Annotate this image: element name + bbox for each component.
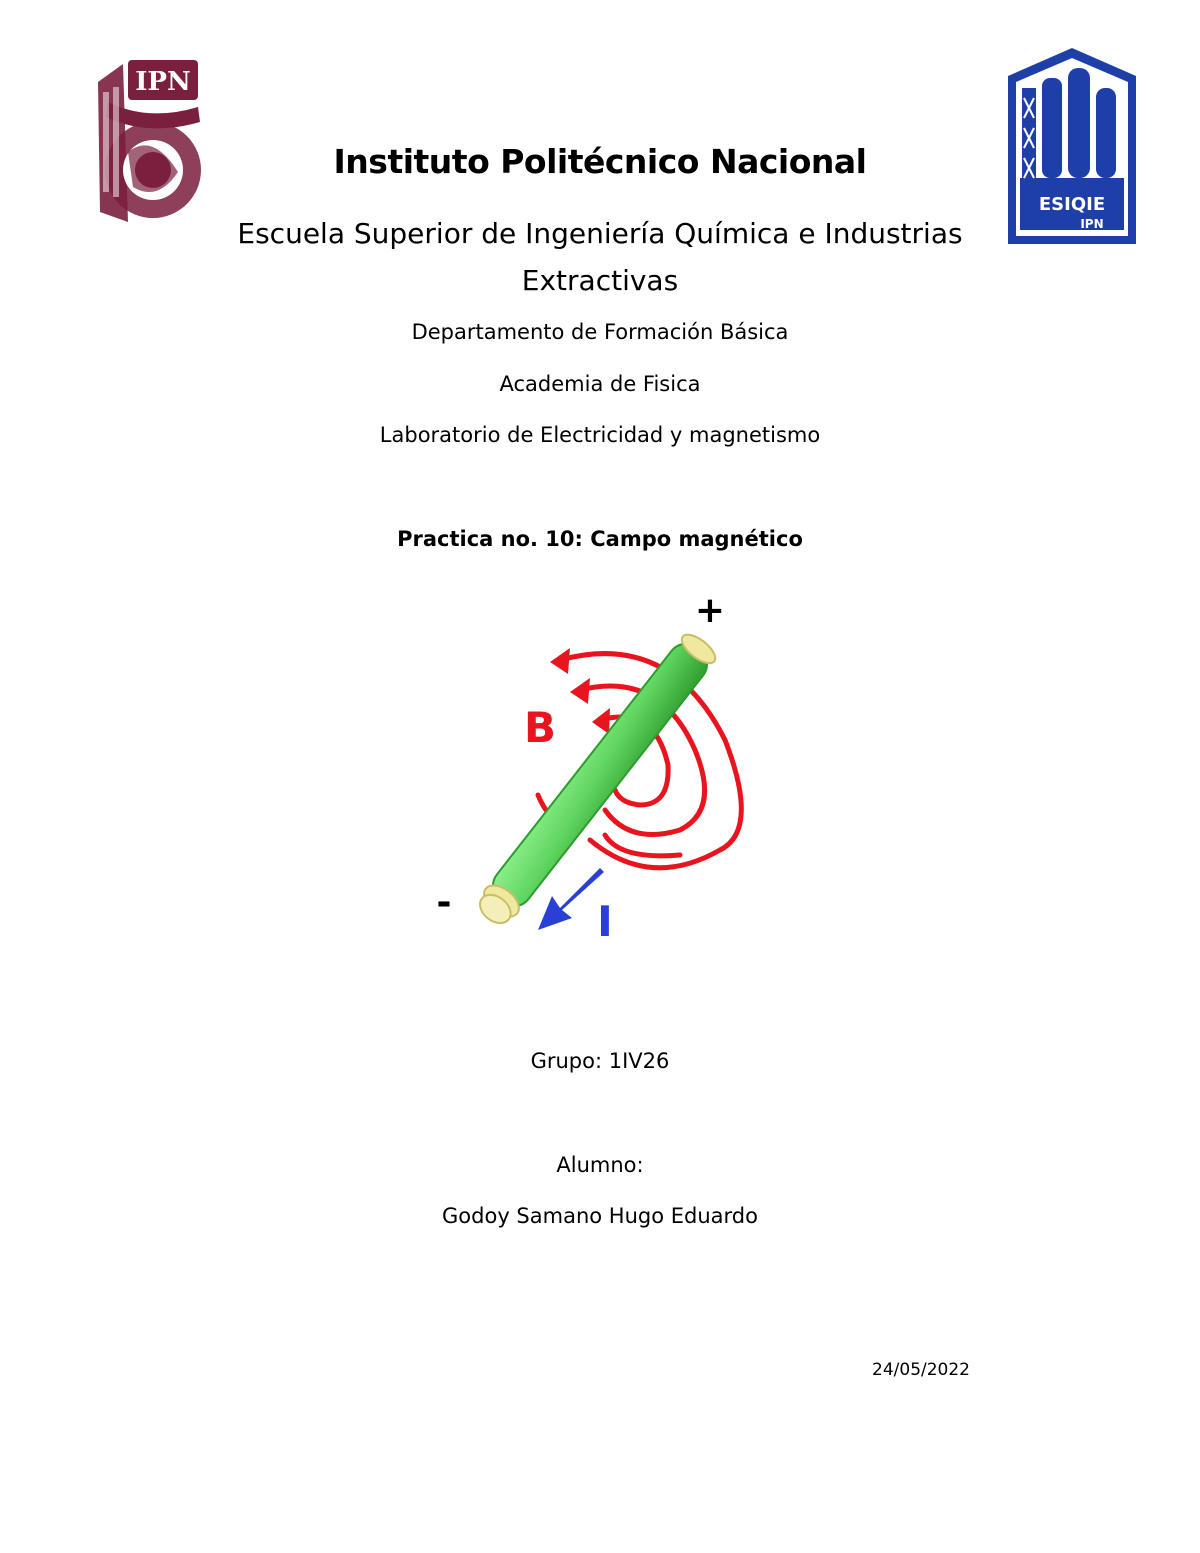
plus-label: + — [694, 590, 726, 631]
ipn-logo-text: IPN — [135, 67, 191, 97]
current-label: I — [597, 897, 613, 946]
minus-label: - — [436, 882, 452, 923]
department-name: Departamento de Formación Básica — [411, 320, 789, 344]
laboratory-name: Laboratorio de Electricidad y magnetismo — [379, 423, 821, 447]
esiqie-logo-subtext: IPN — [1080, 217, 1104, 231]
wire — [472, 630, 720, 931]
field-arrow-outer — [550, 648, 570, 674]
student-label: Alumno: — [556, 1153, 644, 1177]
institute-title: Instituto Politécnico Nacional — [333, 142, 867, 181]
student-name: Godoy Samano Hugo Eduardo — [442, 1204, 758, 1228]
field-label: B — [523, 703, 557, 752]
field-arrow-inner — [592, 708, 610, 734]
group-label: Grupo: 1IV26 — [530, 1049, 670, 1073]
current-arrow — [538, 868, 604, 930]
field-arrow-middle — [570, 678, 590, 704]
practice-title: Practica no. 10: Campo magnético — [397, 527, 803, 551]
academy-name: Academia de Fisica — [499, 372, 701, 396]
school-name: Escuela Superior de Ingeniería Química e Industrias Extractivas — [237, 217, 963, 297]
magnetic-field-figure — [420, 590, 780, 960]
document-date: 24/05/2022 — [872, 1360, 970, 1380]
esiqie-logo-text: ESIQIE — [1038, 194, 1106, 215]
